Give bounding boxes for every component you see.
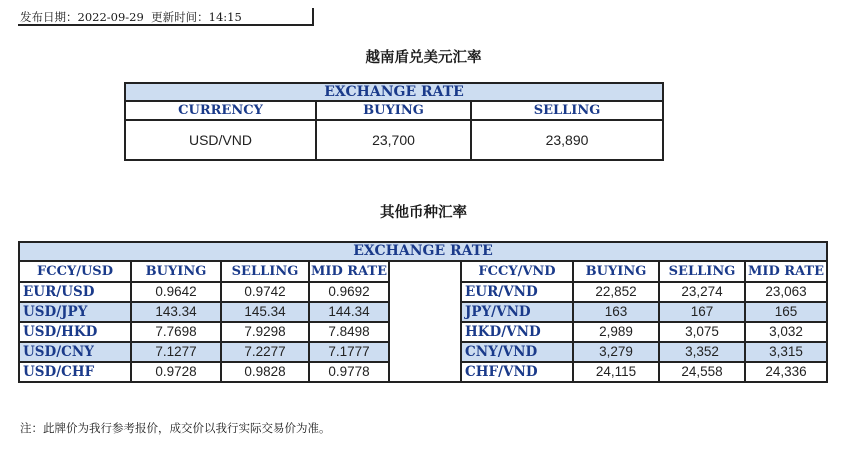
selling-value: 0.9828 [221,362,309,382]
buying-value: 2,989 [573,322,659,342]
table-row [19,322,827,342]
mid-value: 0.9778 [309,362,389,382]
selling-value: 7.9298 [221,322,309,342]
pair-code: CHF/VND [461,362,573,382]
selling-value: 3,075 [659,322,745,342]
currency-cell: USD/VND [125,120,316,160]
buying-value: 7.1277 [131,342,221,362]
table-row [19,342,827,362]
pair-code: USD/HKD [19,322,131,342]
column-gap [389,342,461,362]
mid-value: 0.9692 [309,282,389,302]
pair-code: USD/CHF [19,362,131,382]
pair-code: CNY/VND [461,342,573,362]
col-fccy-vnd: FCCY/VND [461,261,573,282]
mid-value: 7.8498 [309,322,389,342]
footer-note: 注：此牌价为我行参考报价，成交价以我行实际交易价为准。 [20,421,331,435]
buying-value: 7.7698 [131,322,221,342]
pair-code: USD/JPY [19,302,131,322]
buying-value: 143.34 [131,302,221,322]
buying-value: 24,115 [573,362,659,382]
pair-code: EUR/USD [19,282,131,302]
column-gap [389,322,461,342]
mid-value: 144.34 [309,302,389,322]
selling-value: 7.2277 [221,342,309,362]
buying-cell: 23,700 [316,120,471,160]
buying-value: 22,852 [573,282,659,302]
update-time: 14:15 [208,10,242,24]
vnd-usd-table-title: EXCHANGE RATE [125,83,663,101]
mid-value: 165 [745,302,827,322]
pair-code: EUR/VND [461,282,573,302]
col-currency: CURRENCY [125,101,316,120]
column-gap [389,261,461,282]
other-table-title: EXCHANGE RATE [19,242,827,261]
mid-value: 3,315 [745,342,827,362]
selling-value: 0.9742 [221,282,309,302]
table-row [125,120,663,160]
col-right-buying: BUYING [573,261,659,282]
mid-value: 24,336 [745,362,827,382]
col-buying: BUYING [316,101,471,120]
other-rates-table [18,241,828,383]
buying-value: 0.9642 [131,282,221,302]
col-left-selling: SELLING [221,261,309,282]
selling-value: 3,352 [659,342,745,362]
col-left-mid: MID RATE [309,261,389,282]
publish-date: 2022-09-29 [77,10,144,24]
mid-value: 3,032 [745,322,827,342]
selling-value: 167 [659,302,745,322]
pair-code: JPY/VND [461,302,573,322]
selling-value: 23,274 [659,282,745,302]
buying-value: 163 [573,302,659,322]
selling-value: 24,558 [659,362,745,382]
col-selling: SELLING [471,101,663,120]
pair-code: HKD/VND [461,322,573,342]
vnd-usd-table [124,82,664,161]
mid-value: 23,063 [745,282,827,302]
table-row [19,282,827,302]
selling-cell: 23,890 [471,120,663,160]
mid-value: 7.1777 [309,342,389,362]
table-row [19,302,827,322]
column-gap [389,282,461,302]
col-right-selling: SELLING [659,261,745,282]
col-left-buying: BUYING [131,261,221,282]
update-time-label: 更新时间： [151,10,209,24]
column-gap [389,302,461,322]
table-row [19,362,827,382]
vnd-usd-title: 越南盾兑美元汇率 [365,49,482,66]
pair-code: USD/CNY [19,342,131,362]
col-fccy-usd: FCCY/USD [19,261,131,282]
publish-info [18,8,314,26]
column-gap [389,362,461,382]
publish-date-label: 发布日期： [20,10,78,24]
selling-value: 145.34 [221,302,309,322]
col-right-mid: MID RATE [745,261,827,282]
buying-value: 0.9728 [131,362,221,382]
other-title: 其他币种汇率 [380,204,467,221]
buying-value: 3,279 [573,342,659,362]
